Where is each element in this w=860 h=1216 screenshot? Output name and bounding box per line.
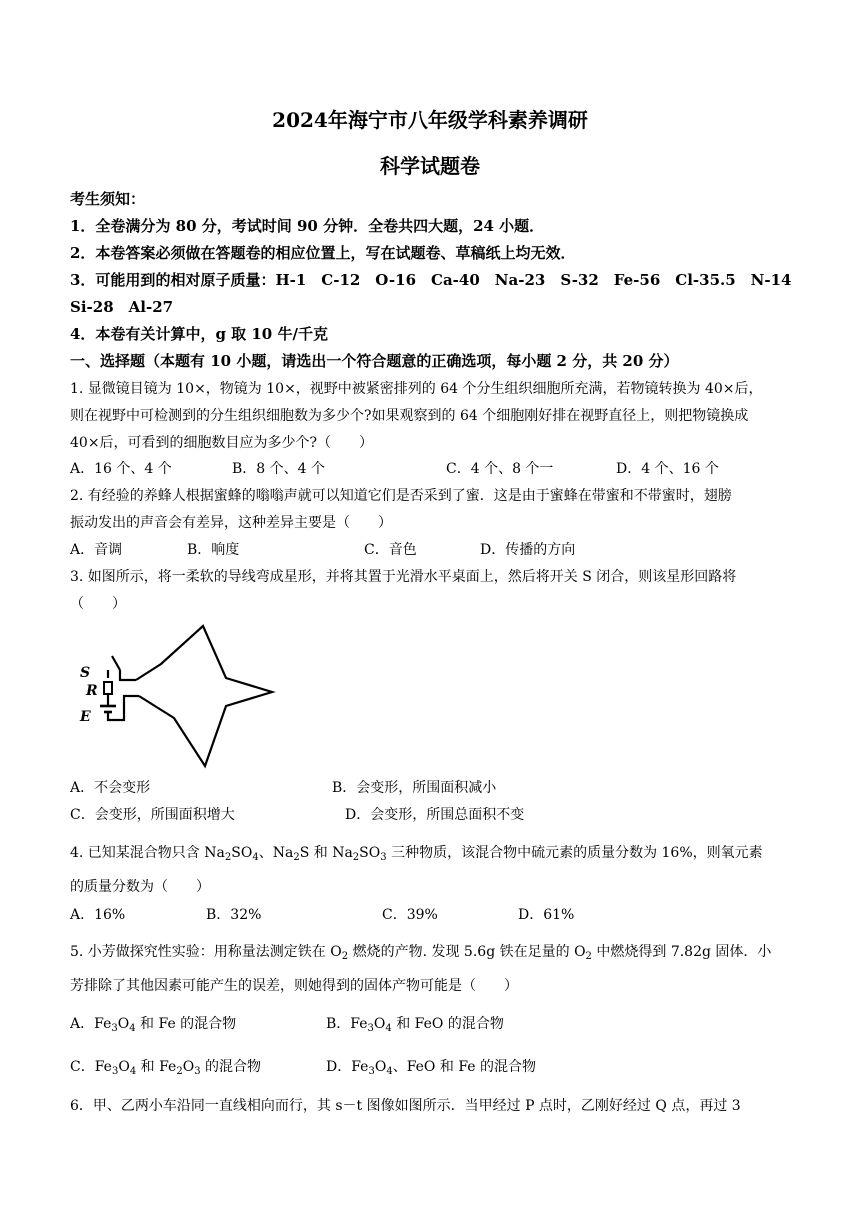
q5-option-d[interactable]: D．$Fe_3O_4$、FeO 和 Fe 的混合物: [326, 1059, 536, 1077]
formula-na2so4: $Na_2SO_4$: [204, 845, 259, 863]
q3-option-c[interactable]: C．会变形，所围面积增大: [70, 807, 235, 823]
formula-o2: $O_2$: [574, 944, 592, 962]
q5-option-c[interactable]: C．$Fe_3O_4$ 和 $Fe_2O_3$ 的混合物: [70, 1059, 262, 1077]
question-5-text-2: 芳排除了其他因素可能产生的误差，则她得到的固体产物可能是（ ）: [70, 978, 518, 994]
q1-option-d[interactable]: D．4 个、16 个: [616, 461, 719, 477]
q2-option-a[interactable]: A．音调: [70, 542, 123, 558]
q5-option-d-text: 、FeO 和 Fe 的混合物: [392, 1059, 536, 1075]
q3-option-d[interactable]: D．会变形，所围总面积不变: [345, 807, 525, 823]
battery-label: E: [80, 709, 91, 725]
switch-label: S: [80, 665, 91, 681]
q4-option-a[interactable]: A．16%: [70, 907, 126, 923]
question-4-text: [70, 842, 763, 864]
q1-option-b[interactable]: B．8 个、4 个: [232, 461, 326, 477]
q5-text-part: 5. 小芳做探究性实验：用称量法测定铁在: [70, 944, 331, 960]
notice-item-2: 2．本卷答案必须做在答题卷的相应位置上，写在试题卷、草稿纸上均无效．: [70, 244, 576, 262]
notice-item-3: 3．可能用到的相对原子质量：H-1 C-12 O-16 Ca-40 Na-23 S-32 Fe-56 Cl-35.5 N-14: [70, 271, 792, 289]
q4-text-part: 和: [309, 845, 333, 861]
q5-text-part: 中燃烧得到 7.82g 固体．小: [591, 944, 772, 960]
question-1-text-3: 40×后，可看到的细胞数目应为多少个?（ ）: [70, 435, 374, 451]
formula-fe3o4: $Fe_3O_4$: [350, 1016, 392, 1034]
section-heading: 一、选择题（本题有 10 小题，请选出一个符合题意的正确选项，每小题 2 分，共 20 分）: [70, 352, 679, 370]
q4-text-part: 、: [258, 845, 273, 861]
question-1-text: 1. 显微镜目镜为 10×，物镜为 10×，视野中被紧密排列的 64 个分生组织细胞所充满，若物镜转换为 40×后，: [70, 381, 763, 397]
question-3-text: 3. 如图所示，将一柔软的导线弯成星形，并将其置于光滑水平桌面上，然后将开关 S 闭合，则该星形回路将: [70, 569, 737, 585]
q2-option-d[interactable]: D．传播的方向: [480, 542, 576, 558]
notice-heading: 考生须知：: [70, 190, 146, 208]
notice-item-4: 4．本卷有关计算中，g 取 10 牛/千克: [70, 325, 328, 343]
notice-item-3-cont: Si-28 Al-27: [70, 298, 174, 316]
q2-option-b[interactable]: B．响度: [187, 542, 240, 558]
q5-option-a[interactable]: A．$Fe_3O_4$ 和 Fe 的混合物: [70, 1016, 237, 1034]
formula-fe3o4: $Fe_3O_4$: [351, 1059, 393, 1077]
q4-option-c[interactable]: C．39%: [382, 907, 438, 923]
page-title: 2024年海宁市八年级学科素养调研: [272, 108, 588, 132]
q1-option-c[interactable]: C．4 个、8 个一: [446, 461, 554, 477]
q2-option-c[interactable]: C．音色: [364, 542, 417, 558]
q5-option-b[interactable]: B．$Fe_3O_4$ 和 FeO 的混合物: [326, 1016, 504, 1034]
question-2-text: 2. 有经验的养蜂人根据蜜蜂的嗡嗡声就可以知道它们是否采到了蜜．这是由于蜜蜂在带蜜和不带蜜时，翅膀: [70, 488, 732, 504]
question-6-text: 6．甲、乙两小车沿同一直线相向而行，其 s－t 图像如图所示．当甲经过 P 点时，乙刚好经过 Q 点，再过 3: [70, 1098, 741, 1114]
q5-option-a-text: 和 Fe 的混合物: [135, 1016, 237, 1032]
q4-text-part: 三种物质，该混合物中硫元素的质量分数为 16%，则氧元素: [386, 845, 763, 861]
formula-fe3o4: $Fe_3O_4$: [94, 1059, 137, 1077]
q3-option-b[interactable]: B．会变形，所围面积减小: [332, 780, 497, 796]
formula-fe3o4: $Fe_3O_4$: [94, 1016, 136, 1034]
notice-item-1: 1．全卷满分为 80 分，考试时间 90 分钟．全卷共四大题，24 小题．: [70, 217, 545, 235]
question-1-text-2: 则在视野中可检测到的分生组织细胞数为多少个?如果观察到的 64 个细胞刚好排在视野直径上，则把物镜换成: [70, 408, 749, 424]
resistor-label: R: [86, 683, 98, 699]
question-2-text-2: 振动发出的声音会有差异，这种差异主要是（ ）: [70, 515, 392, 531]
question-4-text-2: 的质量分数为（ ）: [70, 879, 210, 895]
question-5-text: [70, 941, 771, 963]
question-3-text-2: （ ）: [70, 596, 126, 612]
formula-na2s: $Na_2S$: [272, 845, 310, 863]
q5-option-c-text: 和: [136, 1059, 160, 1075]
q4-text-part: 4. 已知某混合物只含: [70, 845, 205, 861]
formula-na2so3: $Na_2SO_3$: [332, 845, 387, 863]
q4-option-b[interactable]: B．32%: [206, 907, 262, 923]
formula-o2: $O_2$: [330, 944, 349, 962]
q3-option-a[interactable]: A．不会变形: [70, 780, 151, 796]
q5-text-part: 燃烧的产物. 发现 5.6g 铁在足量的: [348, 944, 575, 960]
q5-option-b-text: 和 FeO 的混合物: [391, 1016, 504, 1032]
formula-fe2o3: $Fe_2O_3$: [159, 1059, 201, 1077]
star-circuit-figure: [76, 620, 276, 770]
q5-option-c-text-2: 的混合物: [200, 1059, 262, 1075]
q1-option-a[interactable]: A．16 个、4 个: [70, 461, 172, 477]
page-subtitle: 科学试题卷: [380, 154, 480, 178]
q4-option-d[interactable]: D．61%: [518, 907, 575, 923]
